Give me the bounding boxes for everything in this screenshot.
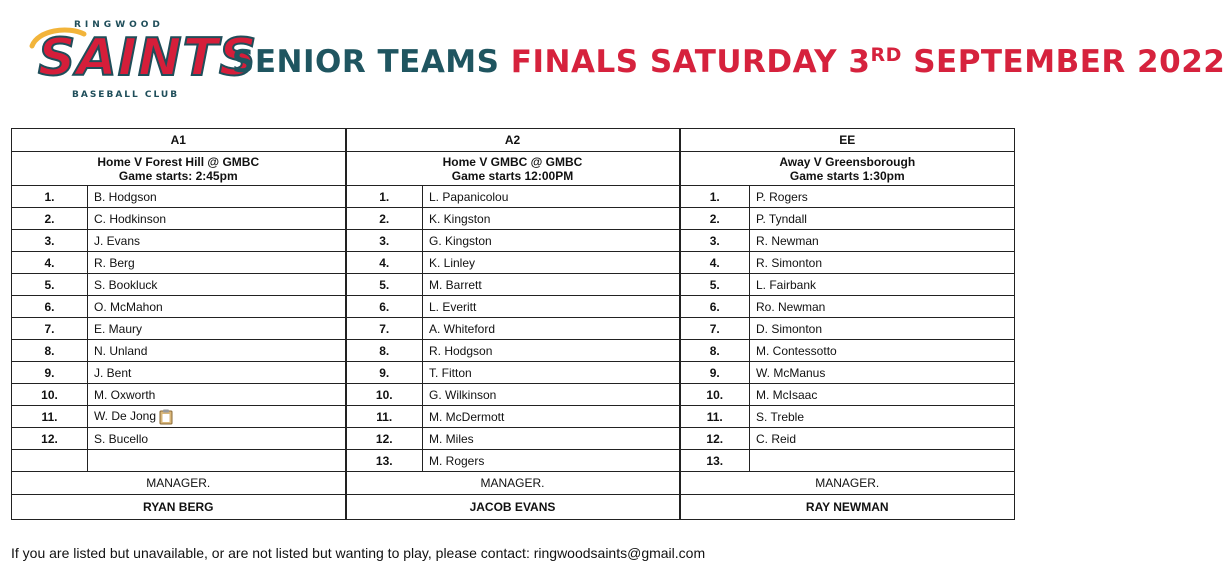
fixture-text: Home V Forest Hill @ GMBC: [97, 154, 260, 169]
player-number: 3.: [12, 230, 88, 252]
player-name: [750, 406, 1015, 428]
manager-label: MANAGER.: [680, 472, 1015, 495]
player-name: [750, 274, 1015, 296]
player-row: [12, 318, 1015, 340]
player-name-text: W. McManus: [756, 365, 826, 380]
fixture-text: Away V Greensborough: [779, 154, 916, 169]
team-name-row: [12, 129, 1015, 152]
player-name: [423, 252, 680, 274]
player-row: [12, 296, 1015, 318]
player-row: [12, 186, 1015, 208]
logo-top-text: RINGWOOD: [74, 20, 164, 30]
club-logo: [28, 20, 258, 106]
player-row: [12, 406, 1015, 428]
player-name-text: S. Bucello: [94, 431, 149, 446]
player-number: 12.: [680, 428, 750, 450]
player-row: [12, 230, 1015, 252]
player-name: [88, 362, 346, 384]
team-name: A1: [12, 129, 346, 152]
player-name: [423, 384, 680, 406]
player-number: 4.: [346, 252, 423, 274]
player-name-text: K. Linley: [429, 255, 476, 270]
player-name: [88, 450, 346, 472]
player-number: 2.: [680, 208, 750, 230]
player-name: [423, 230, 680, 252]
player-name-text: M. McIsaac: [756, 387, 818, 402]
start-time: Game starts: 2:45pm: [118, 168, 238, 183]
fixture-cell: [346, 152, 680, 186]
player-number: 11.: [346, 406, 423, 428]
player-name: [88, 428, 346, 450]
player-name: [88, 384, 346, 406]
player-number: 1.: [346, 186, 423, 208]
manager-name-row: [12, 495, 1015, 520]
team-name: A2: [346, 129, 680, 152]
player-name: [750, 186, 1015, 208]
player-name: [423, 208, 680, 230]
player-name: [750, 208, 1015, 230]
player-name-text: C. Hodkinson: [94, 211, 167, 226]
player-number: 10.: [12, 384, 88, 406]
player-name-text: O. McMahon: [94, 299, 163, 314]
footer-note: If you are listed but unavailable, or are not listed but wanting to play, please contact: ringwoodsaints@gmail.com: [11, 545, 706, 561]
player-number: 6.: [12, 296, 88, 318]
player-number: 13.: [346, 450, 423, 472]
player-name-text: P. Tyndall: [756, 211, 807, 226]
player-name-text: M. Oxworth: [94, 387, 156, 402]
player-name: [88, 340, 346, 362]
player-number: 4.: [680, 252, 750, 274]
player-row: [12, 252, 1015, 274]
manager-name: RAY NEWMAN: [680, 495, 1015, 520]
manager-label-row: [12, 472, 1015, 495]
player-number: 1.: [12, 186, 88, 208]
player-number: 7.: [12, 318, 88, 340]
player-name: [750, 296, 1015, 318]
title-part-2: FINALS SATURDAY 3: [510, 44, 871, 80]
player-number: 8.: [12, 340, 88, 362]
player-name: [88, 230, 346, 252]
page-title: [232, 44, 1225, 80]
title-part-3: SEPTEMBER 2022: [913, 44, 1225, 80]
player-number: 9.: [346, 362, 423, 384]
player-number: 8.: [346, 340, 423, 362]
player-name-text: C. Reid: [756, 431, 797, 446]
player-name-text: M. Miles: [429, 431, 474, 446]
player-name-text: M. Barrett: [429, 277, 482, 292]
player-name: [423, 340, 680, 362]
player-name: [750, 340, 1015, 362]
player-number: 4.: [12, 252, 88, 274]
manager-name: JACOB EVANS: [346, 495, 680, 520]
player-name: [750, 230, 1015, 252]
player-name: [423, 406, 680, 428]
player-name: [423, 362, 680, 384]
player-name: [750, 450, 1015, 472]
player-number: 9.: [680, 362, 750, 384]
title-part-1: SENIOR TEAMS: [232, 44, 500, 80]
player-number: 12.: [12, 428, 88, 450]
player-number: 2.: [346, 208, 423, 230]
player-name-text: S. Treble: [756, 409, 805, 424]
player-number: 11.: [680, 406, 750, 428]
player-name-text: R. Newman: [756, 233, 819, 248]
fixture-row: [12, 152, 1015, 186]
player-name-text: J. Bent: [94, 365, 132, 380]
player-name: [423, 274, 680, 296]
player-name-text: R. Berg: [94, 255, 135, 270]
manager-label: MANAGER.: [346, 472, 680, 495]
player-number: 3.: [680, 230, 750, 252]
player-name-text: E. Maury: [94, 321, 143, 336]
player-number: 6.: [680, 296, 750, 318]
player-name-text: N. Unland: [94, 343, 148, 358]
manager-label: MANAGER.: [12, 472, 346, 495]
player-name-text: M. Rogers: [429, 453, 485, 468]
player-number: 8.: [680, 340, 750, 362]
player-number: 5.: [12, 274, 88, 296]
player-name-text: P. Rogers: [756, 189, 808, 204]
player-name: [750, 362, 1015, 384]
player-name-text: G. Wilkinson: [429, 387, 497, 402]
player-name: [750, 428, 1015, 450]
player-name-text: M. McDermott: [429, 409, 505, 424]
start-time: Game starts 1:30pm: [789, 168, 905, 183]
start-time: Game starts 12:00PM: [451, 168, 574, 183]
player-row: [12, 450, 1015, 472]
player-name: [88, 186, 346, 208]
player-name: [750, 252, 1015, 274]
player-number: 13.: [680, 450, 750, 472]
player-row: [12, 384, 1015, 406]
player-name-text: R. Simonton: [756, 255, 823, 270]
logo-main-text: SAINTS: [38, 28, 258, 88]
player-name: [88, 274, 346, 296]
fixture-cell: [680, 152, 1015, 186]
fixture-cell: [12, 152, 346, 186]
player-name-text: G. Kingston: [429, 233, 492, 248]
player-number: [12, 450, 88, 472]
player-name-text: Ro. Newman: [756, 299, 826, 314]
player-number: 1.: [680, 186, 750, 208]
player-name-text: S. Bookluck: [94, 277, 158, 292]
player-number: 10.: [680, 384, 750, 406]
player-number: 5.: [346, 274, 423, 296]
player-number: 5.: [680, 274, 750, 296]
player-name: [423, 428, 680, 450]
player-number: 6.: [346, 296, 423, 318]
player-name-text: B. Hodgson: [94, 189, 157, 204]
roster-table: [11, 128, 1015, 520]
title-sup: RD: [870, 44, 902, 66]
player-name-text: D. Simonton: [756, 321, 823, 336]
player-name-text: L. Papanicolou: [429, 189, 509, 204]
player-row: [12, 362, 1015, 384]
player-row: [12, 208, 1015, 230]
player-number: 12.: [346, 428, 423, 450]
player-name-text: J. Evans: [94, 233, 141, 248]
player-name-text: R. Hodgson: [429, 343, 493, 358]
player-name-text: W. De Jong: [94, 408, 157, 423]
player-number: 7.: [680, 318, 750, 340]
clipboard-icon[interactable]: [159, 409, 173, 425]
player-name: [88, 296, 346, 318]
player-name: [88, 208, 346, 230]
player-name: [423, 450, 680, 472]
player-name: [423, 296, 680, 318]
fixture-text: Home V GMBC @ GMBC: [442, 154, 583, 169]
player-name: [88, 252, 346, 274]
player-number: 10.: [346, 384, 423, 406]
player-row: [12, 274, 1015, 296]
player-number: 9.: [12, 362, 88, 384]
player-name-text: T. Fitton: [429, 365, 472, 380]
player-name: [750, 318, 1015, 340]
player-name-text: K. Kingston: [429, 211, 491, 226]
player-number: 3.: [346, 230, 423, 252]
player-name-text: L. Fairbank: [756, 277, 817, 292]
player-name: [423, 186, 680, 208]
player-row: [12, 428, 1015, 450]
player-number: 7.: [346, 318, 423, 340]
player-name-text: A. Whiteford: [429, 321, 496, 336]
player-name-text: L. Everitt: [429, 299, 477, 314]
player-name-text: M. Contessotto: [756, 343, 837, 358]
player-number: 11.: [12, 406, 88, 428]
logo-bottom-text: BASEBALL CLUB: [72, 90, 180, 100]
player-row: [12, 340, 1015, 362]
player-name: [88, 406, 346, 428]
manager-name: RYAN BERG: [12, 495, 346, 520]
player-name: [423, 318, 680, 340]
player-name: [750, 384, 1015, 406]
player-name: [88, 318, 346, 340]
team-name: EE: [680, 129, 1015, 152]
player-number: 2.: [12, 208, 88, 230]
